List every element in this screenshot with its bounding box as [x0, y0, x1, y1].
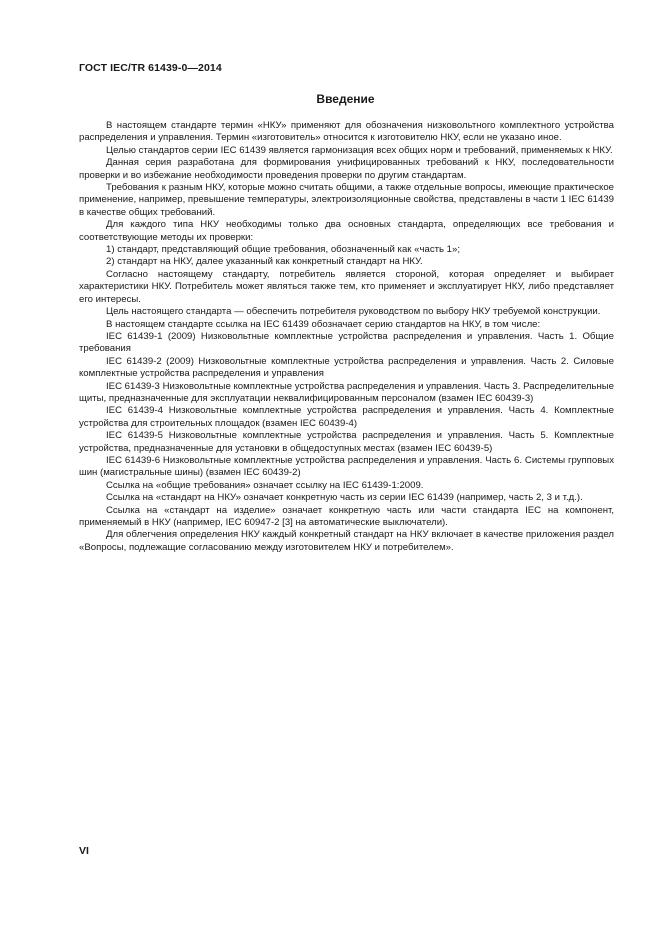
standard-reference: IEC 61439-5 Низковольтные комплектные устройства распределения и управления. Часть 5. Комплектные устройства, предназначенные для установки в общедоступных местах (взамен IEC 60439-5): [79, 430, 614, 454]
paragraph: Требования к разным НКУ, которые можно считать общими, а также отдельные вопросы, имеющие практическое применение, например, превышение температуры, электроизоляционные свойства, представлены в части 1 IEC 61439 в качестве общих требований.: [79, 182, 614, 218]
page-number: VI: [79, 845, 89, 857]
section-title: Введение: [316, 92, 375, 106]
standard-reference: IEC 61439-4 Низковольтные комплектные устройства распределения и управления. Часть 4. Комплектные устройства для строительных площадок (взамен IEC 60439-4): [79, 405, 614, 429]
list-item: 2) стандарт на НКУ, далее указанный как конкретный стандарт на НКУ.: [106, 256, 423, 268]
paragraph: Для облегчения определения НКУ каждый конкретный стандарт на НКУ включает в качестве приложения раздел «Вопросы, подлежащие согласованию между изготовителем НКУ и потребителем».: [79, 529, 614, 553]
paragraph: Для каждого типа НКУ необходимы только два основных стандарта, определяющих все требования и соответствующие методы их проверки:: [79, 219, 614, 243]
document-body: [79, 120, 614, 554]
paragraph: Ссылка на «стандарт на изделие» означает конкретную часть или части стандарта IEC на компонент, применяемый в НКУ (например, IEC 60947-2 [3] на автоматические выключатели).: [79, 504, 614, 528]
paragraph: Ссылка на «общие требования» означает ссылку на IEC 61439-1:2009.: [106, 479, 424, 491]
list-item: 1) стандарт, представляющий общие требования, обозначенный как «часть 1»;: [106, 244, 461, 256]
paragraph: Цель настоящего стандарта — обеспечить потребителя руководством по выбору НКУ требуемой конструкции.: [106, 306, 601, 318]
standard-reference: IEC 61439-3 Низковольтные комплектные устройства распределения и управления. Часть 3. Распределительные щиты, предназначенные для эксплуатации неквалифицированным персоналом (взамен IEC 60439-3): [79, 380, 614, 404]
paragraph: Данная серия разработана для формирования унифицированных требований к НКУ, последовательности проверки и во избежание необходимости проведения проверки по другим стандартам.: [79, 157, 614, 181]
paragraph: Согласно настоящему стандарту, потребитель является стороной, которая определяет и выбирает характеристики НКУ. Потребитель может являться также тем, кто применяет и эксплуатирует НКУ, либо представляет его интересы.: [79, 268, 614, 305]
standard-reference: IEC 61439-2 (2009) Низковольтные комплектные устройства распределения и управления. Часть 2. Силовые комплектные устройства распределения и управления: [79, 355, 614, 380]
standard-reference: IEC 61439-6 Низковольтные комплектные устройства распределения и управления. Часть 6. Системы групповых шин (магистральные шины) (взамен IEC 60439-2): [79, 454, 614, 479]
paragraph: В настоящем стандарте ссылка на IEC 61439 обозначает серию стандартов на НКУ, в том числе:: [106, 318, 541, 330]
document-header-code: ГОСТ IEC/TR 61439-0—2014: [79, 62, 222, 74]
paragraph: В настоящем стандарте термин «НКУ» применяют для обозначения низковольтного комплектного устройства распределения и управления. Термин «изготовитель» относится к изготовителю НКУ, если не указано иное.: [79, 120, 614, 144]
standard-reference: IEC 61439-1 (2009) Низковольтные комплектные устройства распределения и управления. Часть 1. Общие требования: [79, 330, 614, 355]
paragraph: Ссылка на «стандарт на НКУ» означает конкретную часть из серии IEC 61439 (например, часть 2, 3 и т.д.).: [106, 492, 583, 504]
paragraph: Целью стандартов серии IEC 61439 является гармонизация всех общих норм и требований, применяемых к НКУ.: [106, 144, 613, 156]
